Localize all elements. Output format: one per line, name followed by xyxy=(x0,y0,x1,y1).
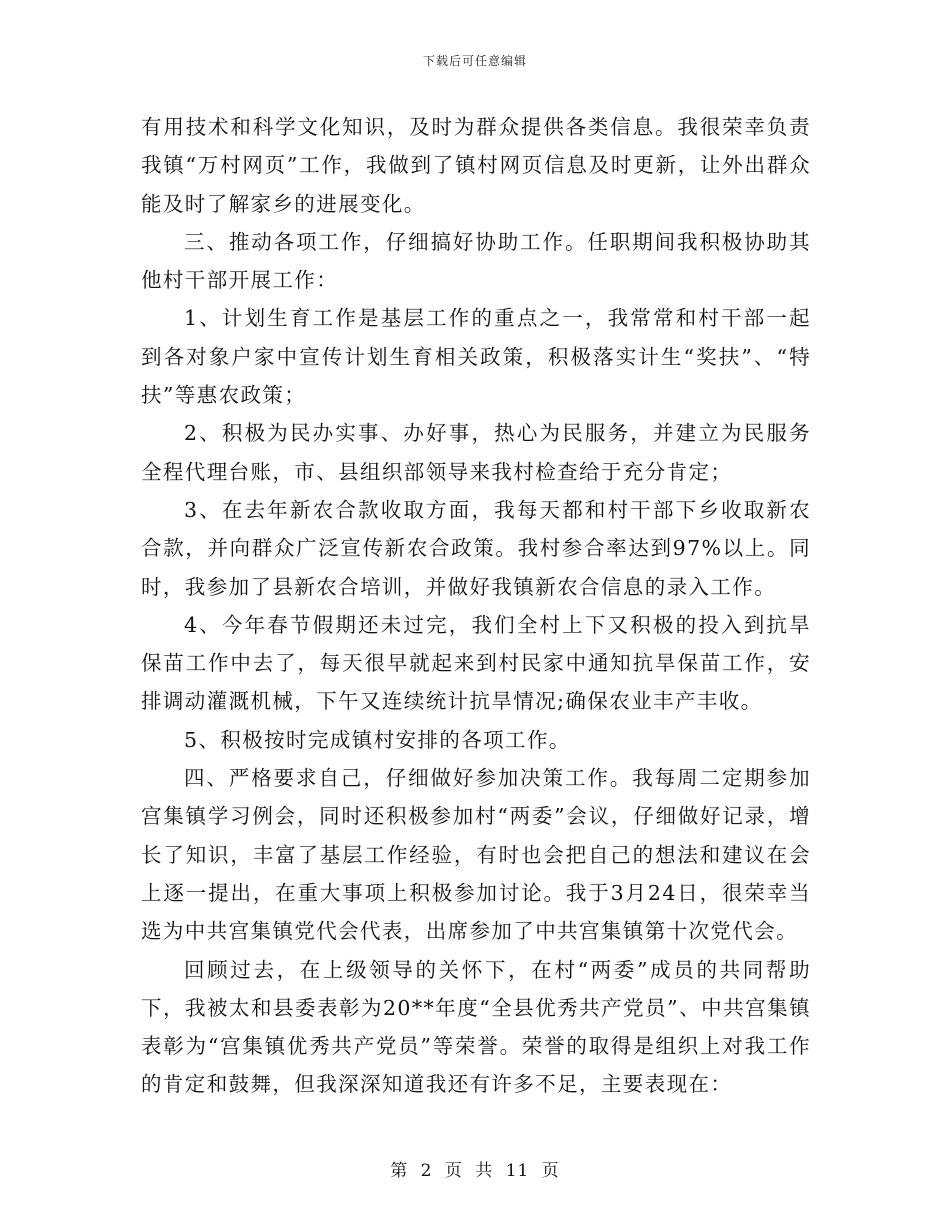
paragraph-4: 2、积极为民办实事、办好事，热心为民服务，并建立为民服务全程代理台账，市、县组织部领导来我村检查给于充分肯定； xyxy=(141,421,811,484)
page-header: 下载后可任意编辑 xyxy=(422,54,527,68)
page-number-footer: 第 2 页 共 11 页 xyxy=(390,1161,560,1181)
paragraph-8: 四、严格要求自己，仔细做好参加决策工作。我每周二定期参加宫集镇学习例会，同时还积极参加村“两委”会议，仔细做好记录，增长了知识，丰富了基层工作经验，有时也会把自己的想法和建议在会上逐一提出，在重大事项上积极参加讨论。我于3月24日，很荣幸当选为中共宫集镇党代会代表，出席参加了中共宫集镇第十次党代会。 xyxy=(141,766,811,944)
paragraph-2: 三、推动各项工作，仔细搞好协助工作。任职期间我积极协助其他村干部开展工作： xyxy=(141,229,811,293)
document-body xyxy=(141,108,811,1104)
paragraph-6: 4、今年春节假期还未过完，我们全村上下又积极的投入到抗旱保苗工作中去了，每天很早就起来到村民家中通知抗旱保苗工作，安排调动灌溉机械，下午又连续统计抗旱情况;确保农业丰产丰收。 xyxy=(141,612,811,714)
paragraph-3: 1、计划生育工作是基层工作的重点之一，我常常和村干部一起到各对象户家中宣传计划生育相关政策，积极落实计生“奖扶”、“特扶”等惠农政策； xyxy=(141,306,811,408)
paragraph-1: 有用技术和科学文化知识，及时为群众提供各类信息。我很荣幸负责我镇“万村网页”工作，我做到了镇村网页信息及时更新，让外出群众能及时了解家乡的进展变化。 xyxy=(141,115,811,216)
paragraph-7: 5、积极按时完成镇村安排的各项工作。 xyxy=(184,727,571,752)
paragraph-9: 回顾过去，在上级领导的关怀下，在村“两委”成员的共同帮助下，我被太和县委表彰为20**年度“全县优秀共产党员”、中共宫集镇表彰为“宫集镇优秀共产党员”等荣誉。荣誉的取得是组织上对我工作的肯定和鼓舞，但我深深知道我还有许多不足，主要表现在： xyxy=(141,957,811,1097)
paragraph-5: 3、在去年新农合款收取方面，我每天都和村干部下乡收取新农合款，并向群众广泛宣传新农合政策。我村参合率达到97%以上。同时，我参加了县新农合培训，并做好我镇新农合信息的录入工作。 xyxy=(141,497,811,599)
